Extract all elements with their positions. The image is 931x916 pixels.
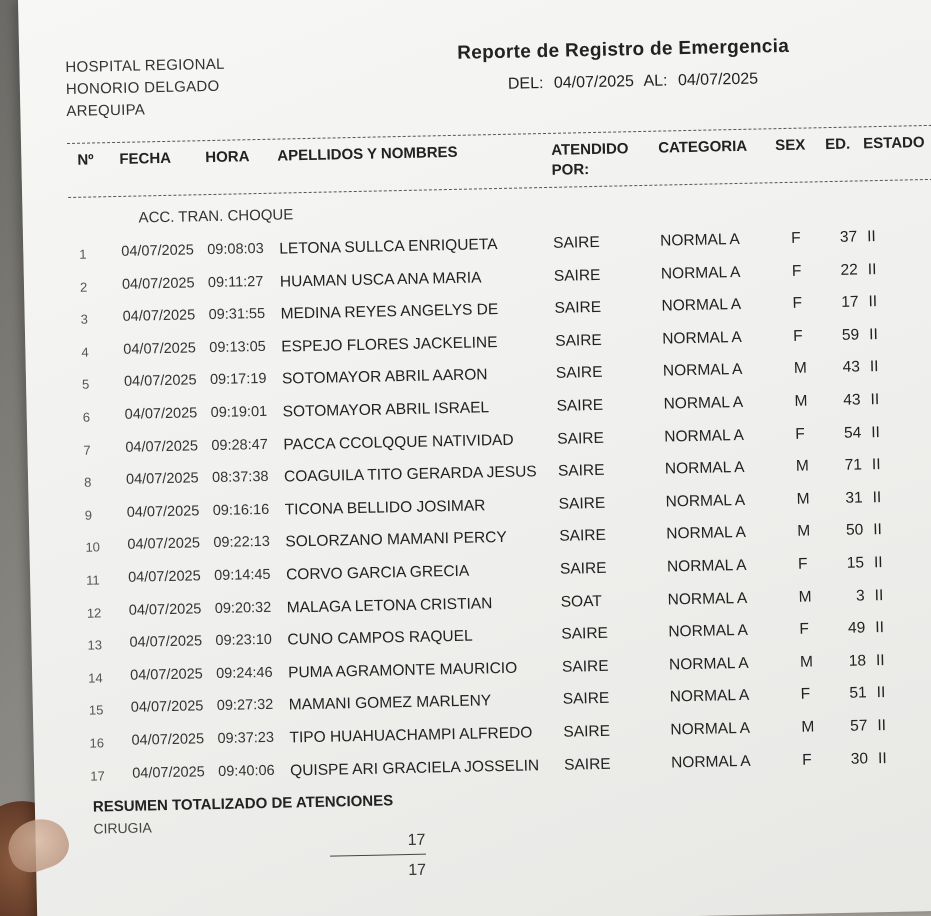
row-age: 54 [843,424,862,442]
row-time: 09:40:06 [218,762,275,780]
row-category: NORMAL A [665,491,746,511]
row-category: NORMAL A [660,263,741,283]
row-category: NORMAL A [666,556,747,576]
row-sex: M [795,457,810,475]
row-sex: F [791,262,802,280]
row-age: 57 [849,717,868,735]
row-date: 04/07/2025 [130,666,203,684]
row-age: 51 [849,684,867,703]
row-sex: M [798,588,812,606]
row-category: NORMAL A [661,296,742,315]
row-category: NORMAL A [669,687,750,706]
col-fecha: FECHA [119,149,172,168]
row-status: II [876,684,886,702]
row-date: 04/07/2025 [121,274,195,293]
row-category: NORMAL A [660,230,740,250]
row-name: MALAGA LETONA CRISTIAN [286,594,493,617]
hospital-line-3: AREQUIPA [66,101,146,121]
row-age: 59 [841,326,860,344]
row-name: COAGUILA TITO GERARDA JESUS [283,463,537,486]
row-category: NORMAL A [668,622,749,641]
del-label: DEL: [507,75,544,93]
row-attended-by: SAIRE [557,429,604,448]
row-status: II [877,749,887,767]
row-status: II [874,586,884,604]
group-label: ACC. TRAN. CHOQUE [138,206,294,227]
row-sex: F [800,685,811,704]
row-category: NORMAL A [666,524,747,543]
row-number: 8 [83,474,92,490]
row-date: 04/07/2025 [128,600,202,619]
row-age: 71 [844,456,863,474]
row-status: II [866,228,876,246]
row-sex: M [796,490,810,508]
date-range [508,70,765,93]
row-date: 04/07/2025 [127,568,201,586]
row-time: 09:22:13 [213,534,271,552]
row-number: 9 [84,507,93,523]
row-attended-by: SOAT [560,592,602,611]
row-name: CUNO CAMPOS RAQUEL [287,627,473,649]
row-time: 09:31:55 [208,306,266,324]
row-category: NORMAL A [670,719,751,739]
row-name: SOTOMAYOR ABRIL AARON [281,366,488,388]
row-date: 04/07/2025 [123,372,197,391]
row-date: 04/07/2025 [130,698,204,717]
row-attended-by: SAIRE [561,657,609,676]
row-number: 3 [80,311,89,327]
summary-total: 17 [408,861,427,880]
row-name: HUAMAN USCA ANA MARIA [279,268,482,291]
row-time: 09:20:32 [214,599,272,617]
row-date: 04/07/2025 [125,437,199,456]
summary-title: RESUMEN TOTALIZADO DE ATENCIONES [92,792,394,816]
row-status: II [870,391,880,409]
row-date: 04/07/2025 [122,307,196,326]
row-attended-by: SAIRE [563,722,611,741]
row-date: 04/07/2025 [127,535,201,554]
al-label: AL: [643,72,668,90]
row-status: II [873,521,883,539]
row-attended-by: SAIRE [561,624,609,643]
row-status: II [871,423,881,441]
row-attended-by: SAIRE [559,559,607,578]
col-ed: ED. [825,135,851,154]
row-status: II [869,325,878,344]
row-sex: M [801,718,815,736]
row-category: NORMAL A [663,393,744,413]
row-time: 09:27:32 [216,697,274,715]
row-category: NORMAL A [664,426,744,446]
row-attended-by: SAIRE [557,462,605,480]
col-sex: SEX [775,136,806,155]
row-status: II [867,260,877,278]
row-age: 15 [846,554,865,572]
row-time: 09:11:27 [207,273,264,291]
row-number: 4 [81,344,89,360]
row-date: 04/07/2025 [129,633,203,651]
row-date: 04/07/2025 [124,405,198,423]
hospital-line-2: HONORIO DELGADO [65,77,220,99]
col-nombres: APELLIDOS Y NOMBRES [277,143,458,165]
row-status: II [869,358,879,376]
row-category: NORMAL A [667,589,748,609]
row-age: 30 [850,749,869,768]
row-age: 31 [845,489,863,507]
col-n: Nº [77,151,94,169]
row-time: 09:13:05 [209,338,266,356]
row-sex: M [794,392,808,410]
row-number: 5 [81,376,90,393]
row-number: 14 [88,670,103,686]
row-name: TIPO HUAHUACHAMPI ALFREDO [289,724,533,747]
row-attended-by: SAIRE [555,364,603,383]
row-number: 10 [85,539,101,556]
row-category: NORMAL A [662,361,743,380]
row-attended-by: SAIRE [553,233,600,252]
row-number: 12 [86,604,102,621]
row-date: 04/07/2025 [123,340,197,358]
hospital-name [65,54,226,123]
row-attended-by: SAIRE [555,331,602,350]
row-category: NORMAL A [670,752,751,772]
report-paper [18,0,931,916]
row-time: 09:08:03 [207,240,264,259]
row-sex: M [797,522,811,541]
row-date: 04/07/2025 [125,470,199,489]
col-atendido [551,139,629,181]
row-name: SOTOMAYOR ABRIL ISRAEL [282,399,490,421]
row-number: 17 [90,767,105,784]
row-attended-by: SAIRE [558,494,606,513]
row-number: 6 [82,409,91,425]
row-date: 04/07/2025 [132,763,205,782]
row-name: PUMA AGRAMONTE MAURICIO [287,659,518,682]
row-sex: F [797,555,808,573]
row-time: 09:16:16 [212,501,270,519]
summary-group: CIRUGIA [93,819,152,837]
row-number: 2 [79,279,88,295]
report-title: Reporte de Registro de Emergencia [456,35,790,64]
row-number: 11 [86,572,100,588]
row-status: II [875,651,885,669]
row-time: 09:28:47 [211,436,268,454]
row-status: II [872,488,882,507]
row-age: 43 [842,358,861,377]
row-name: MAMANI GOMEZ MARLENY [288,692,492,714]
row-age: 37 [839,228,858,246]
row-name: ESPEJO FLORES JACKELINE [281,333,498,356]
row-time: 09:24:46 [215,664,273,682]
row-name: TICONA BELLIDO JOSIMAR [284,497,486,519]
row-sex: F [792,294,803,313]
row-number: 1 [79,246,87,262]
row-attended-by: SAIRE [559,527,607,546]
row-age: 49 [847,619,866,637]
summary-count: 17 [407,831,426,850]
row-age: 22 [840,261,859,279]
row-attended-by: SAIRE [563,755,611,774]
row-sex: M [799,653,814,671]
row-status: II [875,619,885,637]
col-estado: ESTADO [863,134,925,153]
row-number: 15 [88,702,104,719]
row-age: 18 [848,652,867,670]
row-date: 04/07/2025 [131,731,205,749]
hospital-line-1: HOSPITAL REGIONAL [65,55,225,77]
row-time: 09:17:19 [209,371,267,389]
row-time: 09:23:10 [215,632,273,650]
row-age: 50 [845,521,864,540]
row-attended-by: SAIRE [562,690,610,709]
row-number: 13 [87,637,103,653]
row-attended-by: SAIRE [556,396,604,415]
row-attended-by: SAIRE [554,299,602,318]
row-sex: F [799,620,809,638]
row-age: 43 [843,391,861,409]
summary-total-line [330,854,426,857]
row-age: 17 [841,293,859,312]
col-atendido-line2: POR: [551,161,590,179]
row-status: II [868,293,878,311]
row-sex: F [801,751,812,769]
row-date: 04/07/2025 [126,503,200,521]
row-name: LETONA SULLCA ENRIQUETA [279,236,498,258]
del-date: 04/07/2025 [553,73,635,92]
row-name: QUISPE ARI GRACIELA JOSSELIN [290,756,540,780]
row-status: II [873,554,883,572]
al-date: 04/07/2025 [677,70,759,90]
row-time: 09:37:23 [217,729,275,747]
row-name: CORVO GARCIA GRECIA [285,562,470,584]
row-sex: F [793,327,803,345]
row-sex: M [793,359,807,378]
row-number: 16 [89,735,105,751]
row-name: PACCA CCOLQQUE NATIVIDAD [283,431,514,454]
col-atendido-line1: ATENDIDO [551,140,629,159]
row-name: SOLORZANO MAMANI PERCY [285,529,507,551]
row-time: 09:14:45 [213,566,271,585]
col-categoria: CATEGORIA [658,137,748,157]
row-category: NORMAL A [668,654,749,674]
row-date: 04/07/2025 [121,242,195,260]
row-number: 7 [83,442,91,458]
row-status: II [877,716,887,735]
row-category: NORMAL A [664,459,745,478]
row-age: 3 [855,586,865,605]
row-sex: F [795,425,805,443]
row-sex: F [790,229,801,247]
row-time: 08:37:38 [211,469,269,487]
row-name: MEDINA REYES ANGELYS DE [280,301,499,323]
row-attended-by: SAIRE [553,266,601,285]
row-status: II [871,456,881,474]
col-hora: HORA [205,148,250,167]
divider-header [68,178,931,198]
row-category: NORMAL A [662,328,742,348]
row-time: 09:19:01 [210,403,268,422]
